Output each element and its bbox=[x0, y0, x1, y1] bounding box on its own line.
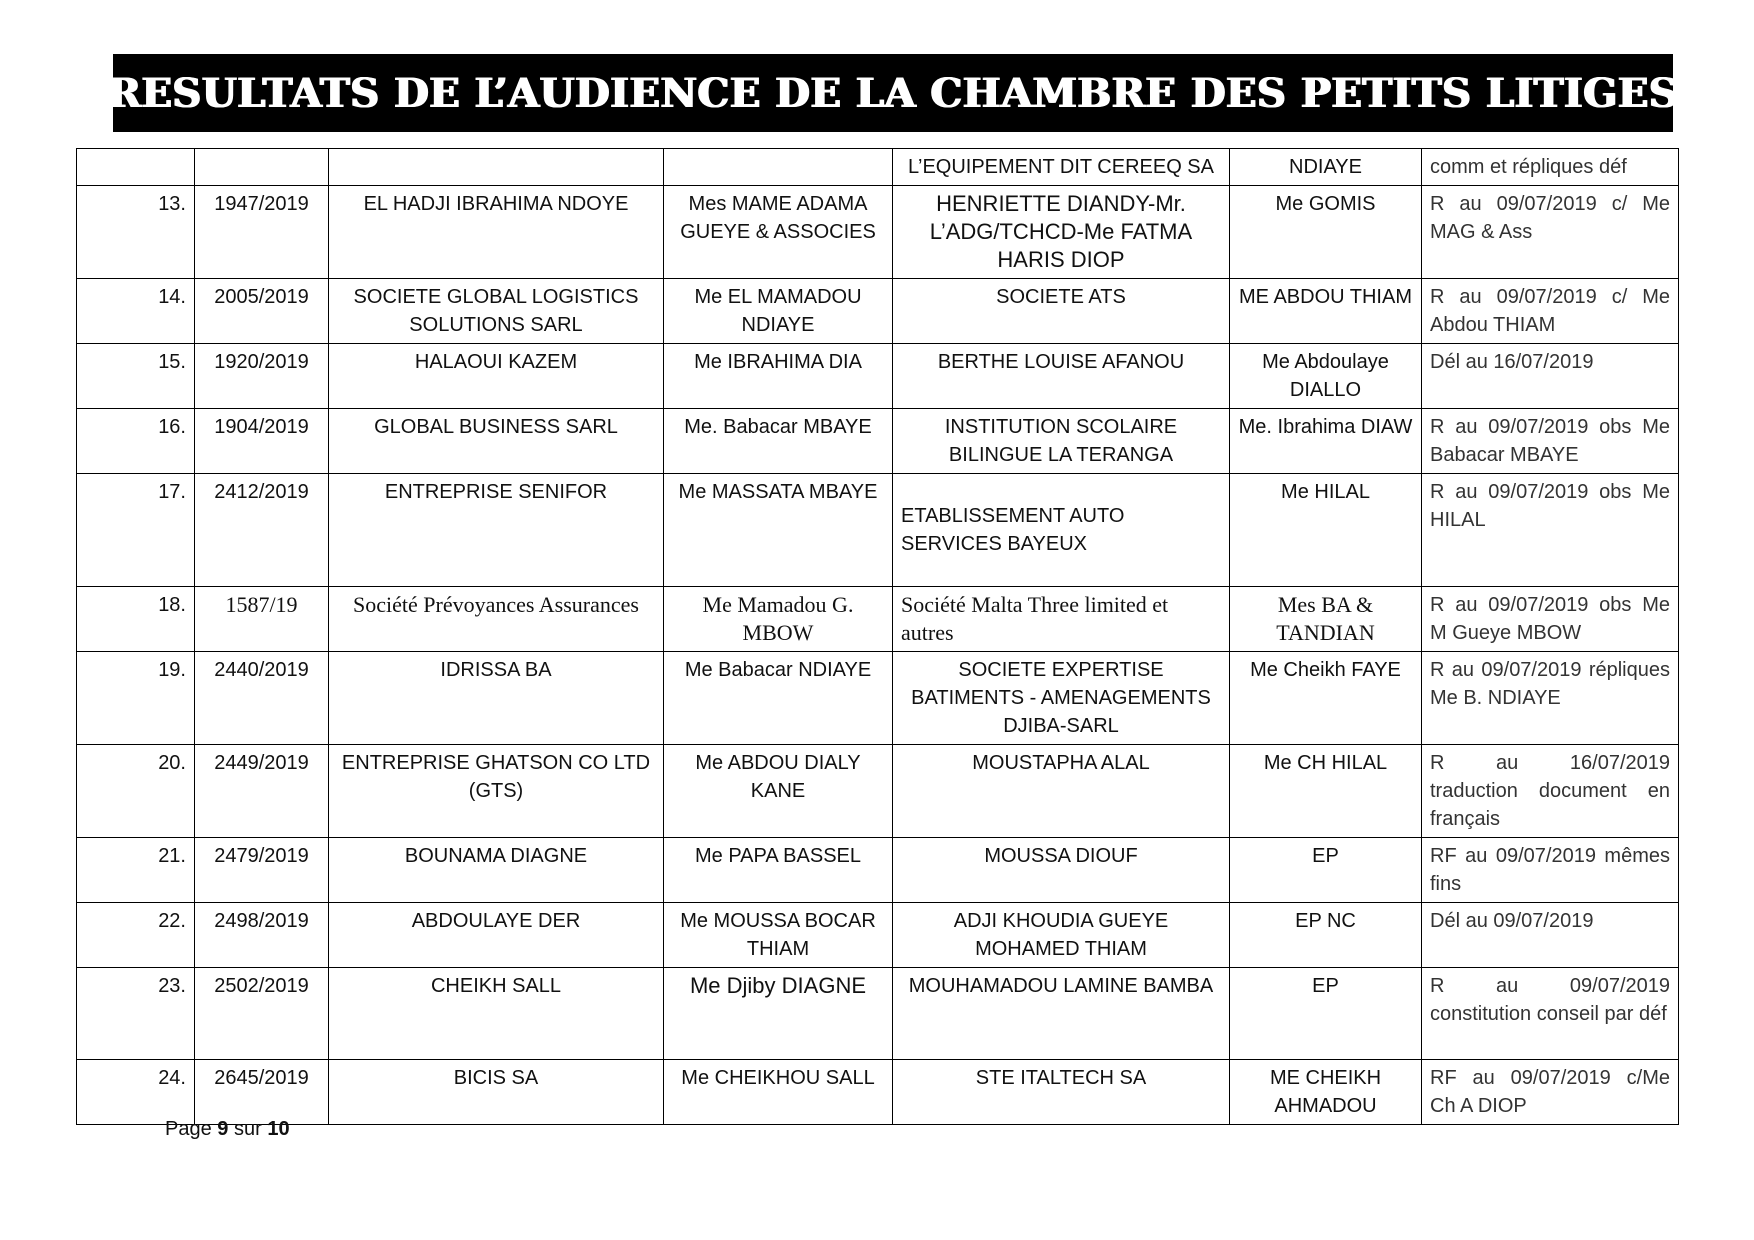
party-lawyer: Me MASSATA MBAYE bbox=[664, 474, 893, 587]
hearing-result: R au 09/07/2019 répliques Me B. NDIAYE bbox=[1422, 652, 1679, 745]
opponent-name: MOUSTAPHA ALAL bbox=[893, 745, 1230, 838]
hearing-result: R au 09/07/2019 c/ Me MAG & Ass bbox=[1422, 186, 1679, 279]
opponent-lawyer: ME ABDOU THIAM bbox=[1230, 279, 1422, 344]
hearing-result: comm et répliques déf bbox=[1422, 149, 1679, 186]
party-name: Société Prévoyances Assurances bbox=[329, 587, 664, 652]
case-number: 2412/2019 bbox=[195, 474, 329, 587]
opponent-name: L’EQUIPEMENT DIT CEREEQ SA bbox=[893, 149, 1230, 186]
opponent-lawyer: ME CHEIKH AHMADOU bbox=[1230, 1060, 1422, 1125]
hearing-result: R au 09/07/2019 obs Me Babacar MBAYE bbox=[1422, 409, 1679, 474]
case-number: 1920/2019 bbox=[195, 344, 329, 409]
party-lawyer: Me EL MAMADOU NDIAYE bbox=[664, 279, 893, 344]
case-number: 1947/2019 bbox=[195, 186, 329, 279]
hearing-result: Dél au 09/07/2019 bbox=[1422, 903, 1679, 968]
table-row bbox=[77, 279, 1679, 344]
opponent-lawyer: EP bbox=[1230, 968, 1422, 1060]
table-row bbox=[77, 838, 1679, 903]
row-number: 19. bbox=[77, 652, 195, 745]
party-name: EL HADJI IBRAHIMA NDOYE bbox=[329, 186, 664, 279]
hearing-result: RF au 09/07/2019 mêmes fins bbox=[1422, 838, 1679, 903]
page-label: Page bbox=[165, 1118, 212, 1140]
party-lawyer: Me. Babacar MBAYE bbox=[664, 409, 893, 474]
page-title: RESULTATS DE L’AUDIENCE DE LA CHAMBRE DES PETITS LITIGES bbox=[107, 69, 1679, 117]
page-footer bbox=[165, 1118, 290, 1141]
opponent-name: Société Malta Three limited et autres bbox=[893, 587, 1230, 652]
hearing-result: R au 16/07/2019 traduction document en français bbox=[1422, 745, 1679, 838]
party-name: ABDOULAYE DER bbox=[329, 903, 664, 968]
case-number: 2645/2019 bbox=[195, 1060, 329, 1125]
row-number bbox=[77, 149, 195, 186]
row-number: 23. bbox=[77, 968, 195, 1060]
party-name bbox=[329, 149, 664, 186]
party-lawyer: Me IBRAHIMA DIA bbox=[664, 344, 893, 409]
hearing-result: R au 09/07/2019 constitution conseil par déf bbox=[1422, 968, 1679, 1060]
opponent-lawyer: Me HILAL bbox=[1230, 474, 1422, 587]
party-name: BOUNAMA DIAGNE bbox=[329, 838, 664, 903]
row-number: 16. bbox=[77, 409, 195, 474]
opponent-name: BERTHE LOUISE AFANOU bbox=[893, 344, 1230, 409]
opponent-lawyer: NDIAYE bbox=[1230, 149, 1422, 186]
party-lawyer: Mes MAME ADAMA GUEYE & ASSOCIES bbox=[664, 186, 893, 279]
row-number: 17. bbox=[77, 474, 195, 587]
party-lawyer: Me ABDOU DIALY KANE bbox=[664, 745, 893, 838]
page-current: 9 bbox=[217, 1118, 229, 1140]
case-number: 2005/2019 bbox=[195, 279, 329, 344]
opponent-name: HENRIETTE DIANDY-Mr. L’ADG/TCHCD-Me FATMA HARIS DIOP bbox=[893, 186, 1230, 279]
page-separator: sur bbox=[233, 1118, 262, 1140]
opponent-name: ETABLISSEMENT AUTO SERVICES BAYEUX bbox=[893, 474, 1230, 587]
party-name: GLOBAL BUSINESS SARL bbox=[329, 409, 664, 474]
opponent-lawyer: Me CH HILAL bbox=[1230, 745, 1422, 838]
table-row bbox=[77, 344, 1679, 409]
row-number: 21. bbox=[77, 838, 195, 903]
table-row bbox=[77, 903, 1679, 968]
party-name: ENTREPRISE GHATSON CO LTD (GTS) bbox=[329, 745, 664, 838]
table-row bbox=[77, 149, 1679, 186]
opponent-name: STE ITALTECH SA bbox=[893, 1060, 1230, 1125]
opponent-lawyer: Me GOMIS bbox=[1230, 186, 1422, 279]
row-number: 20. bbox=[77, 745, 195, 838]
row-number: 15. bbox=[77, 344, 195, 409]
hearing-result: R au 09/07/2019 obs Me HILAL bbox=[1422, 474, 1679, 587]
opponent-lawyer: EP NC bbox=[1230, 903, 1422, 968]
table-row bbox=[77, 186, 1679, 279]
opponent-lawyer: Me. Ibrahima DIAW bbox=[1230, 409, 1422, 474]
party-lawyer: Me Mamadou G. MBOW bbox=[664, 587, 893, 652]
party-name: SOCIETE GLOBAL LOGISTICS SOLUTIONS SARL bbox=[329, 279, 664, 344]
party-name: HALAOUI KAZEM bbox=[329, 344, 664, 409]
case-number: 2502/2019 bbox=[195, 968, 329, 1060]
party-name: BICIS SA bbox=[329, 1060, 664, 1125]
opponent-name: SOCIETE EXPERTISE BATIMENTS - AMENAGEMENTS DJIBA-SARL bbox=[893, 652, 1230, 745]
table-row bbox=[77, 745, 1679, 838]
row-number: 14. bbox=[77, 279, 195, 344]
table-row bbox=[77, 652, 1679, 745]
opponent-name: ADJI KHOUDIA GUEYE MOHAMED THIAM bbox=[893, 903, 1230, 968]
party-lawyer: Me PAPA BASSEL bbox=[664, 838, 893, 903]
table-row bbox=[77, 409, 1679, 474]
row-number: 13. bbox=[77, 186, 195, 279]
hearing-result: RF au 09/07/2019 c/Me Ch A DIOP bbox=[1422, 1060, 1679, 1125]
case-number: 2498/2019 bbox=[195, 903, 329, 968]
case-number: 2440/2019 bbox=[195, 652, 329, 745]
table-row bbox=[77, 587, 1679, 652]
party-lawyer bbox=[664, 149, 893, 186]
case-number bbox=[195, 149, 329, 186]
opponent-lawyer: Me Abdoulaye DIALLO bbox=[1230, 344, 1422, 409]
row-number: 18. bbox=[77, 587, 195, 652]
case-number: 2479/2019 bbox=[195, 838, 329, 903]
party-name: IDRISSA BA bbox=[329, 652, 664, 745]
opponent-lawyer: Mes BA & TANDIAN bbox=[1230, 587, 1422, 652]
row-number: 22. bbox=[77, 903, 195, 968]
table-row bbox=[77, 968, 1679, 1060]
opponent-name: SOCIETE ATS bbox=[893, 279, 1230, 344]
results-table bbox=[76, 148, 1679, 1125]
party-lawyer: Me Djiby DIAGNE bbox=[664, 968, 893, 1060]
opponent-lawyer: EP bbox=[1230, 838, 1422, 903]
opponent-name: MOUHAMADOU LAMINE BAMBA bbox=[893, 968, 1230, 1060]
opponent-lawyer: Me Cheikh FAYE bbox=[1230, 652, 1422, 745]
party-lawyer: Me CHEIKHOU SALL bbox=[664, 1060, 893, 1125]
header-banner bbox=[107, 54, 1679, 132]
case-number: 1587/19 bbox=[195, 587, 329, 652]
opponent-name: INSTITUTION SCOLAIRE BILINGUE LA TERANGA bbox=[893, 409, 1230, 474]
party-lawyer: Me Babacar NDIAYE bbox=[664, 652, 893, 745]
party-name: CHEIKH SALL bbox=[329, 968, 664, 1060]
table-row bbox=[77, 474, 1679, 587]
party-lawyer: Me MOUSSA BOCAR THIAM bbox=[664, 903, 893, 968]
row-number: 24. bbox=[77, 1060, 195, 1125]
hearing-result: Dél au 16/07/2019 bbox=[1422, 344, 1679, 409]
case-number: 2449/2019 bbox=[195, 745, 329, 838]
hearing-result: R au 09/07/2019 obs Me M Gueye MBOW bbox=[1422, 587, 1679, 652]
opponent-name: MOUSSA DIOUF bbox=[893, 838, 1230, 903]
page-total: 10 bbox=[267, 1118, 290, 1140]
case-number: 1904/2019 bbox=[195, 409, 329, 474]
table-row bbox=[77, 1060, 1679, 1125]
hearing-result: R au 09/07/2019 c/ Me Abdou THIAM bbox=[1422, 279, 1679, 344]
party-name: ENTREPRISE SENIFOR bbox=[329, 474, 664, 587]
